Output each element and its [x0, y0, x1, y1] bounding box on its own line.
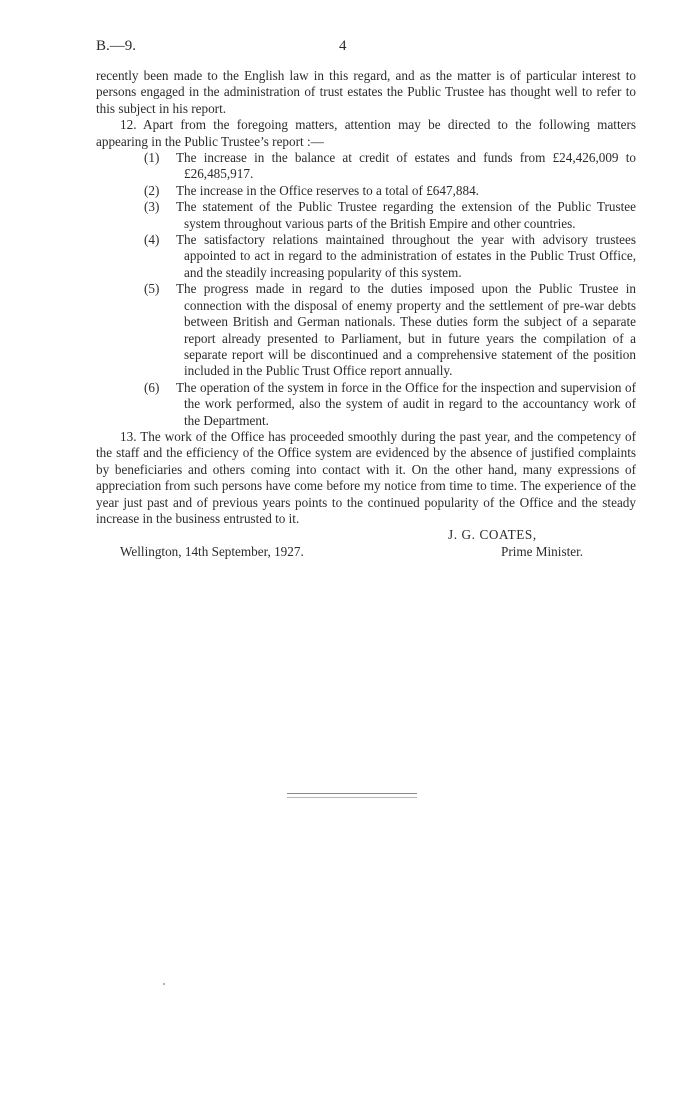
signatory-title: Prime Minister. — [501, 544, 584, 560]
list-item-number: (2) — [144, 182, 160, 198]
place-date: Wellington, 14th September, 1927. — [120, 544, 304, 560]
document-body — [96, 68, 636, 567]
list-item — [144, 199, 636, 232]
list-item-number: (6) — [144, 379, 160, 395]
list-item — [144, 281, 636, 379]
list-item-text: The increase in the Office reserves to a total of £647,884. — [176, 182, 479, 198]
page-header — [96, 38, 636, 58]
paragraph-12: 12. Apart from the foregoing matters, attention may be directed to the following matters appearing in the Public Trustee’s report :— — [96, 117, 636, 149]
document-reference: B.—9. — [96, 38, 137, 54]
list-item-text: The statement of the Public Trustee regarding the extension of the Public Trustee system throughout various parts of the British Empire and other countries. — [176, 199, 636, 231]
list-item-number: (1) — [144, 150, 160, 166]
list-item — [144, 150, 636, 183]
list-item-text: The increase in the balance at credit of estates and funds from £24,426,009 to £26,485,917. — [176, 150, 636, 182]
paragraph-13: 13. The work of the Office has proceeded smoothly during the past year, and the competency of the staff and the efficiency of the Office system are evidenced by the absence of justified complaints by beneficiaries and others coming into contact with it. On the other hand, many expressions of appreciation from such persons have come before my notice from time to time. The experience of the year just past and of previous years points to the continued popularity of the Office and the steady increase in the business entrusted to it. — [96, 428, 636, 526]
scan-speck — [163, 983, 165, 985]
continuation-paragraph: recently been made to the English law in this regard, and as the matter is of particular interest to persons engaged in the administration of trust estates the Public Trustee has thought well to refer to this subject in his report. — [96, 68, 636, 116]
list-item-number: (4) — [144, 232, 160, 248]
list-item-number: (5) — [144, 281, 160, 297]
signature-block — [96, 527, 636, 567]
list-item-text: The progress made in regard to the duties imposed upon the Public Trustee in connection with the disposal of enemy property and the settlement of pre-war debts between British and German nationals. These duties form the subject of a separate report already presented to Parliament, but in future years the compilation of a separate report will be discontinued and a comprehensive statement of the position included in the Public Trust Office report annually. — [176, 281, 636, 379]
list-item-number: (3) — [144, 199, 160, 215]
list-item-text: The satisfactory relations maintained throughout the year with advisory trustees appointed to act in regard to the administration of estates in the Public Trust Office, and the steadily increasing popularity of this system. — [176, 232, 636, 280]
numbered-list — [96, 150, 636, 429]
closing-rule — [287, 793, 417, 798]
list-item — [144, 232, 636, 281]
list-item — [144, 183, 636, 199]
list-item — [144, 380, 636, 429]
signatory-name: J. G. COATES, — [448, 527, 537, 543]
list-item-text: The operation of the system in force in the Office for the inspection and supervision of the work performed, also the system of audit in regard to the accountancy work of the Department. — [176, 379, 636, 428]
page-number: 4 — [339, 38, 347, 54]
